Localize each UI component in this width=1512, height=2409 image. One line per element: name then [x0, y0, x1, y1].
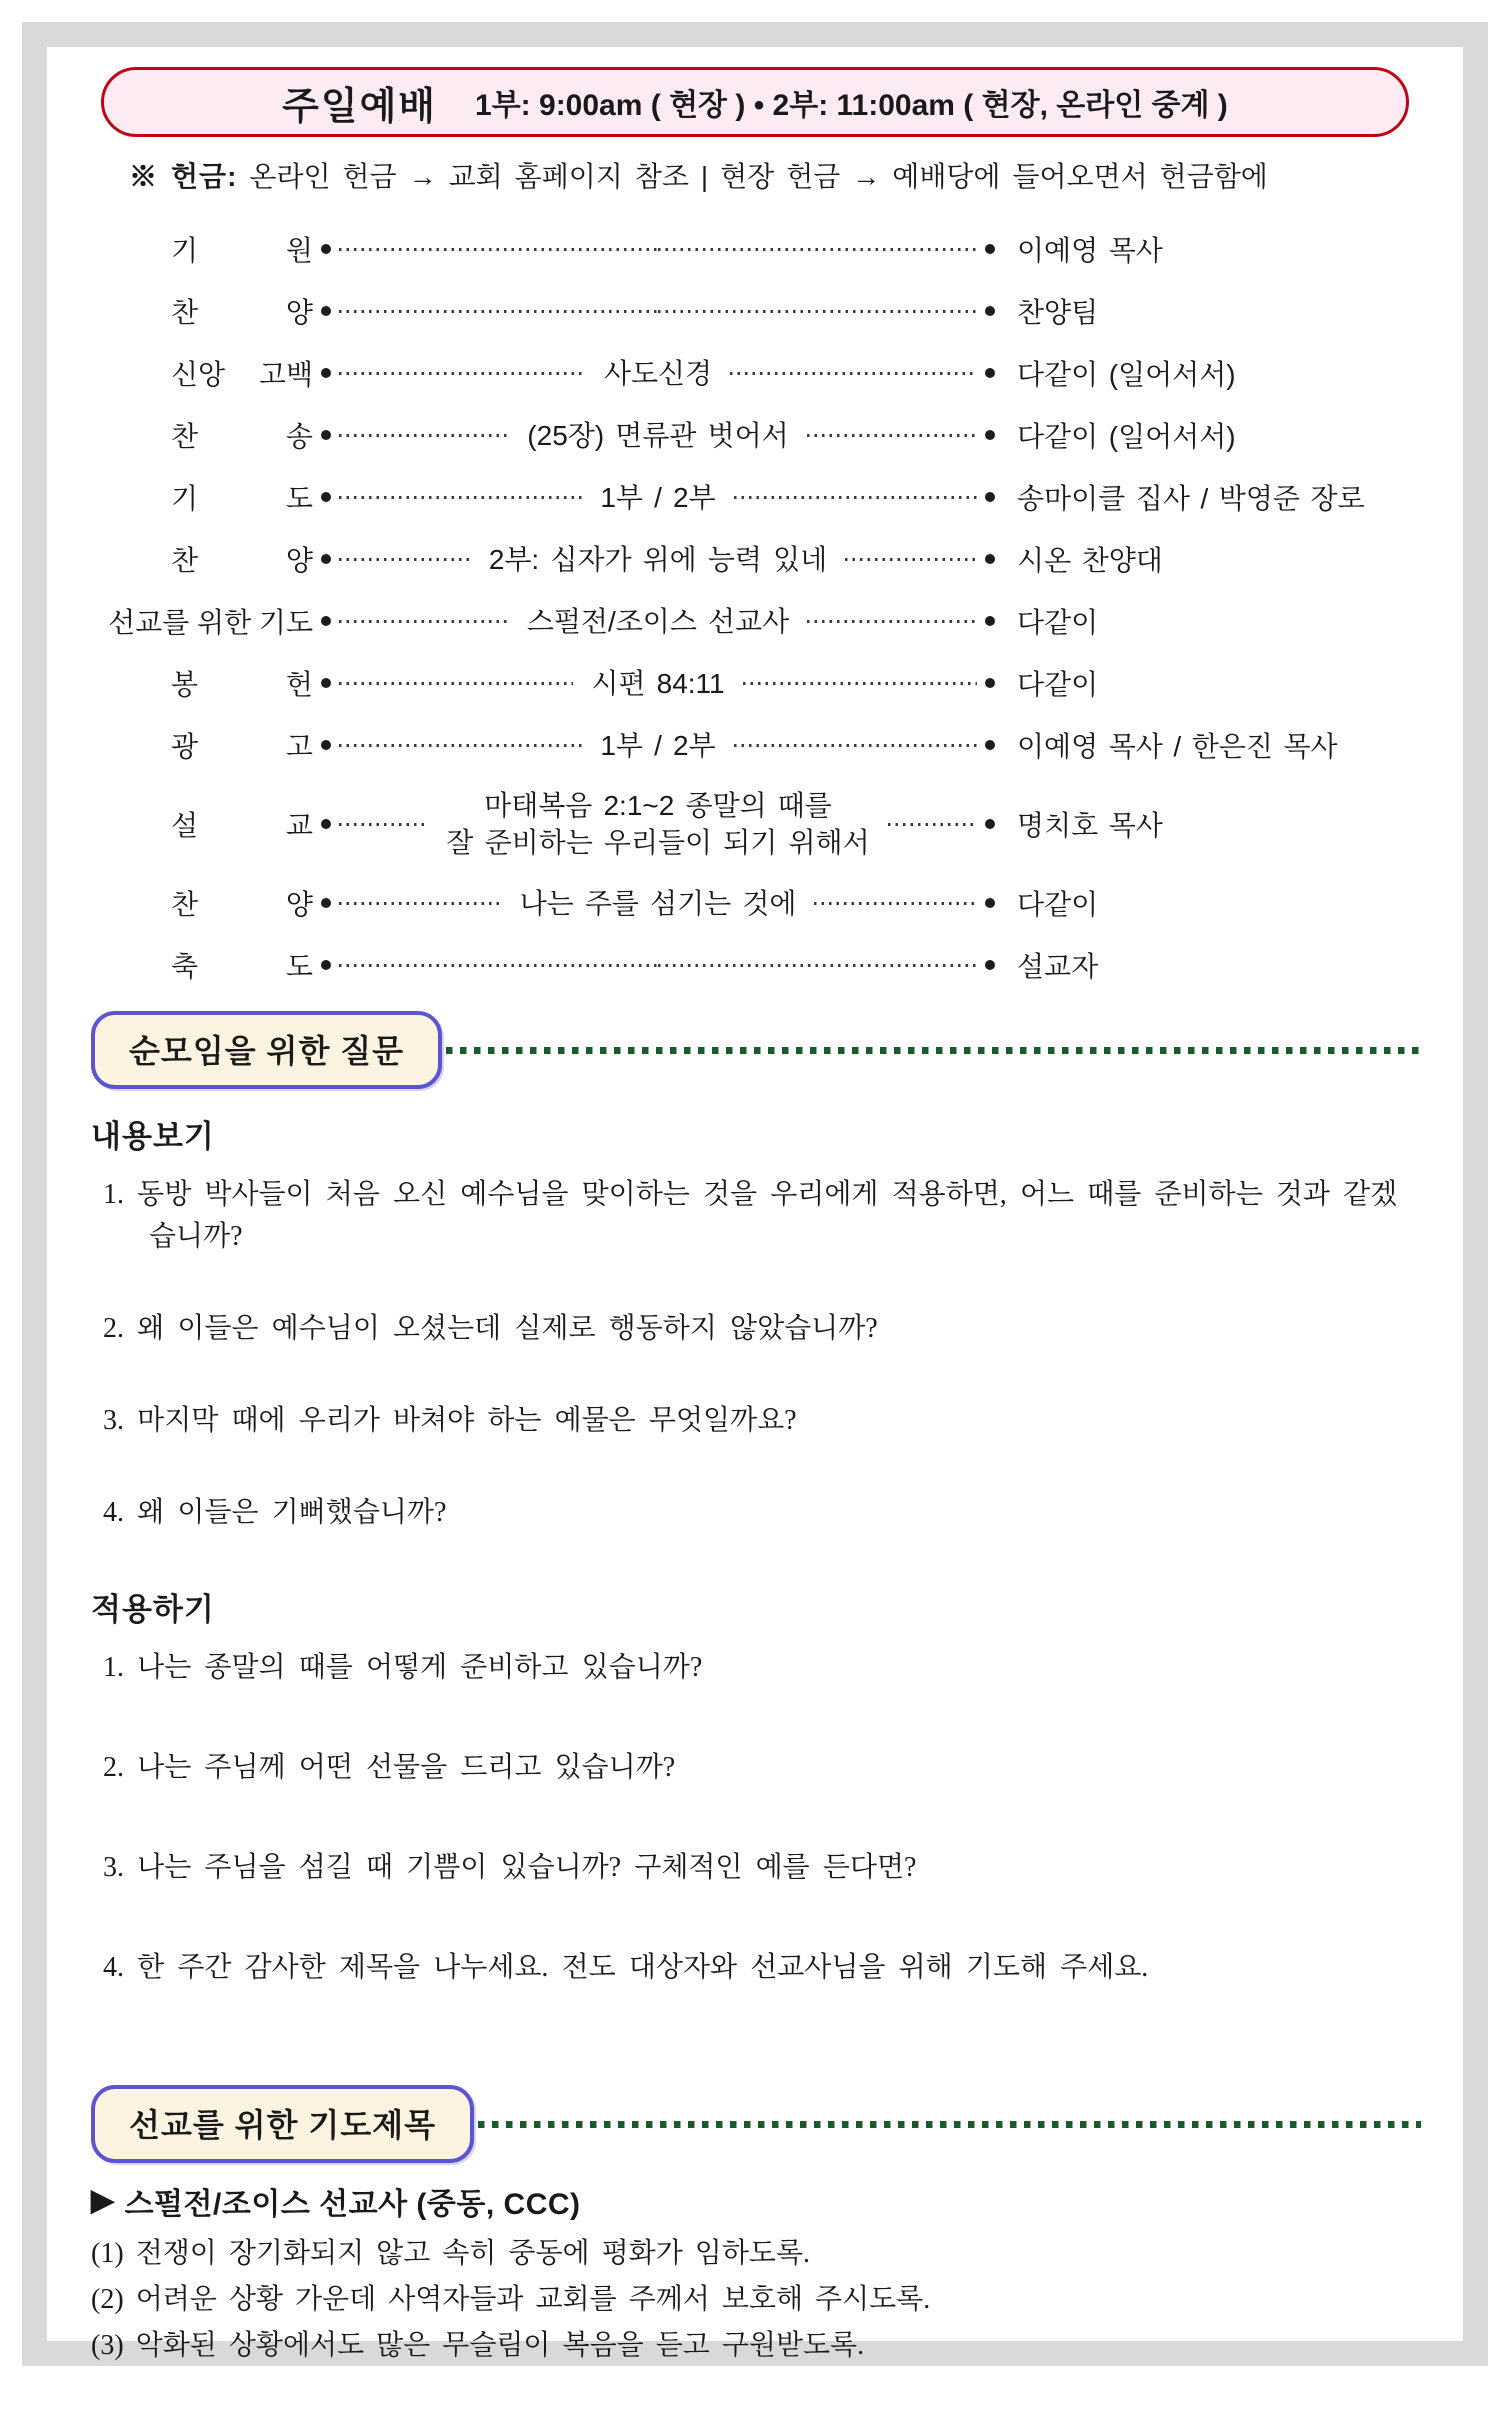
- worship-order-row: [89, 477, 1421, 517]
- bullet-dot: [985, 554, 995, 564]
- bullet-dot: [985, 368, 995, 378]
- dotted-leader: [658, 248, 977, 251]
- service-schedule: 1부: 9:00am ( 현장 ) • 2부: 11:00am ( 현장, 온라인 중계 ): [475, 89, 1228, 122]
- bullet-dot: [985, 492, 995, 502]
- dotted-leader: [339, 823, 428, 826]
- bulletin-content: [47, 47, 1463, 2361]
- worship-order-row: [89, 229, 1421, 269]
- bullet-dot: [321, 244, 331, 254]
- question-item: 4. 한 주간 감사한 제목을 나누세요. 전도 대상자와 선교사님을 위해 기도해 주세요.: [103, 1952, 1149, 1983]
- dotted-leader: [814, 902, 977, 905]
- worship-item-label: 광 고: [171, 731, 313, 762]
- bullet-dot: [321, 368, 331, 378]
- worship-item-detail: 스펄전/조이스 선교사: [526, 605, 790, 637]
- worship-order-row: [89, 883, 1421, 923]
- green-dotted-divider: [446, 1047, 1421, 1054]
- worship-order-list: [89, 229, 1421, 985]
- bullet-dot: [321, 819, 331, 829]
- bullet-dot: [321, 616, 331, 626]
- worship-item-label: 기 도: [171, 483, 313, 514]
- bullet-dot: [321, 740, 331, 750]
- bullet-dot: [321, 898, 331, 908]
- worship-item-person: 이예영 목사: [1017, 235, 1163, 266]
- prayer-item: (1) 전쟁이 장기화되지 않고 속히 중동에 평화가 임하도록.: [91, 2238, 810, 2269]
- worship-item-person: 다같이 (일어서서): [1017, 359, 1236, 390]
- bullet-dot: [321, 554, 331, 564]
- prayer-item: (2) 어려운 상황 가운데 사역자들과 교회를 주께서 보호해 주시도록.: [91, 2284, 931, 2315]
- worship-item-label: 찬 송: [171, 421, 313, 452]
- bullet-dot: [985, 244, 995, 254]
- question-item: 2. 왜 이들은 예수님이 오셨는데 실제로 행동하지 않았습니까?: [103, 1313, 878, 1344]
- bullet-dot: [985, 898, 995, 908]
- content-review-heading: 내용보기: [91, 1119, 215, 1154]
- bullet-dot: [321, 678, 331, 688]
- dotted-leader: [339, 496, 582, 499]
- bullet-dot: [985, 430, 995, 440]
- worship-item-person: 설교자: [1017, 951, 1099, 982]
- worship-item-person: 명치호 목사: [1017, 810, 1163, 841]
- dotted-leader: [339, 902, 502, 905]
- worship-item-detail: 1부 / 2부: [600, 481, 716, 513]
- apply-question-list: [103, 1647, 1421, 1989]
- dotted-leader: [734, 496, 977, 499]
- worship-item-person: 이예영 목사 / 한은진 목사: [1017, 731, 1338, 762]
- worship-item-person: 다같이 (일어서서): [1017, 421, 1236, 452]
- section-title-questions: 순모임을 위한 질문: [91, 1011, 442, 1089]
- page-frame: [22, 22, 1488, 2366]
- section-title-mission: 선교를 위한 기도제목: [91, 2085, 474, 2163]
- worship-item-person: 찬양팀: [1017, 297, 1099, 328]
- worship-item-label: 찬 양: [171, 297, 313, 328]
- offering-text: 온라인 헌금 → 교회 홈페이지 참조 | 현장 헌금 → 예배당에 들어오면서 헌금함에: [249, 161, 1268, 192]
- worship-order-row: [89, 415, 1421, 455]
- worship-item-person: 시온 찬양대: [1017, 545, 1163, 576]
- content-question-list: [103, 1174, 1421, 1534]
- dotted-leader: [339, 558, 471, 561]
- question-item: 1. 동방 박사들이 처음 오신 예수님을 맞이하는 것을 우리에게 적용하면, 어느 때를 준비하는 것과 같겠습니까?: [103, 1179, 1398, 1252]
- dotted-leader: [888, 823, 977, 826]
- worship-item-detail: 2부: 십자가 위에 능력 있네: [488, 543, 828, 575]
- worship-item-label: 신앙 고백: [171, 359, 313, 390]
- worship-order-row: [89, 945, 1421, 985]
- offering-note: [129, 155, 1421, 195]
- application-heading: 적용하기: [91, 1592, 215, 1627]
- worship-order-row: [89, 601, 1421, 641]
- bullet-dot: [321, 430, 331, 440]
- green-dotted-divider: [478, 2121, 1421, 2128]
- bullet-dot: [321, 492, 331, 502]
- worship-item-detail: 마태복음 2:1~2 종말의 때를 잘 준비하는 우리들이 되기 위해서: [446, 790, 870, 858]
- worship-item-person: 다같이: [1017, 607, 1099, 638]
- worship-item-label: 설 교: [171, 810, 313, 841]
- offering-label: ※ 헌금:: [129, 161, 238, 192]
- dotted-leader: [734, 744, 977, 747]
- dotted-leader: [845, 558, 977, 561]
- worship-item-label: 선교를 위한 기도: [108, 607, 313, 638]
- worship-order-row: [89, 725, 1421, 765]
- bullet-dot: [985, 616, 995, 626]
- worship-item-detail: 나는 주를 섬기는 것에: [519, 887, 797, 919]
- worship-order-row: [89, 353, 1421, 393]
- dotted-leader: [730, 372, 977, 375]
- dotted-leader: [339, 434, 509, 437]
- worship-item-label: 찬 양: [171, 545, 313, 576]
- worship-item-label: 축 도: [171, 951, 313, 982]
- dotted-leader: [658, 310, 977, 313]
- bullet-dot: [985, 740, 995, 750]
- worship-order-row: [89, 787, 1421, 861]
- dotted-leader: [339, 682, 573, 685]
- dotted-leader: [743, 682, 977, 685]
- bullet-dot: [985, 306, 995, 316]
- dotted-leader: [339, 744, 582, 747]
- question-item: 4. 왜 이들은 기뻐했습니까?: [103, 1497, 447, 1528]
- bullet-dot: [985, 678, 995, 688]
- worship-item-detail: 1부 / 2부: [600, 729, 716, 761]
- worship-order-row: [89, 291, 1421, 331]
- dotted-leader: [339, 620, 509, 623]
- mission-section-header: [91, 2085, 1421, 2163]
- prayer-item: (3) 악화된 상황에서도 많은 무슬림이 복음을 듣고 구원받도록.: [91, 2330, 865, 2361]
- question-item: 3. 나는 주님을 섬길 때 기쁨이 있습니까? 구체적인 예를 든다면?: [103, 1852, 917, 1883]
- dotted-leader: [339, 964, 658, 967]
- missionary-heading: [91, 2179, 1421, 2223]
- question-item: 3. 마지막 때에 우리가 바쳐야 하는 예물은 무엇일까요?: [103, 1405, 797, 1436]
- triangle-bullet-icon: ▶: [91, 2184, 115, 2217]
- dotted-leader: [658, 964, 977, 967]
- worship-item-label: 찬 양: [171, 889, 313, 920]
- bullet-dot: [321, 306, 331, 316]
- worship-item-detail: 시편 84:11: [591, 667, 725, 699]
- page-title: 주일예배: [282, 85, 438, 128]
- worship-item-detail: (25장) 면류관 벗어서: [527, 419, 789, 451]
- worship-item-person: 다같이: [1017, 669, 1099, 700]
- dotted-leader: [807, 620, 977, 623]
- mission-prayer-list: [91, 2231, 1421, 2369]
- bullet-dot: [321, 960, 331, 970]
- worship-order-row: [89, 539, 1421, 579]
- worship-item-person: 다같이: [1017, 889, 1099, 920]
- bullet-dot: [985, 819, 995, 829]
- worship-item-person: 송마이클 집사 / 박영준 장로: [1017, 483, 1365, 514]
- worship-item-label: 봉 헌: [171, 669, 313, 700]
- question-item: 2. 나는 주님께 어떤 선물을 드리고 있습니까?: [103, 1752, 676, 1783]
- questions-section-header: [91, 1011, 1421, 1089]
- question-item: 1. 나는 종말의 때를 어떻게 준비하고 있습니까?: [103, 1652, 703, 1683]
- worship-title-banner: [101, 67, 1409, 137]
- missionary-name: 스펄전/조이스 선교사 (중동, CCC): [124, 2188, 581, 2221]
- dotted-leader: [339, 372, 586, 375]
- worship-item-detail: 사도신경: [603, 357, 713, 389]
- bullet-dot: [985, 960, 995, 970]
- worship-item-label: 기 원: [171, 235, 313, 266]
- dotted-leader: [807, 434, 977, 437]
- dotted-leader: [339, 248, 658, 251]
- dotted-leader: [339, 310, 658, 313]
- worship-order-row: [89, 663, 1421, 703]
